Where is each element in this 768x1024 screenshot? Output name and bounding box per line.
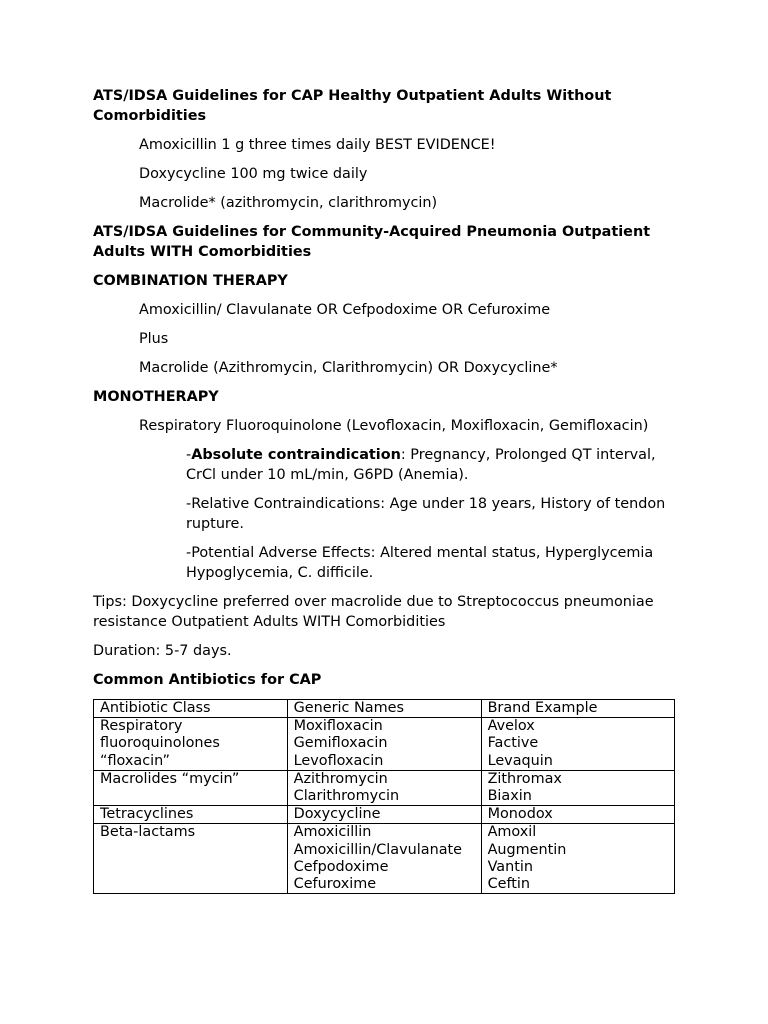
- combination-beta-lactam: Amoxicillin/ Clavulanate OR Cefpodoxime OR Cefuroxime: [139, 302, 551, 318]
- cell-line: Azithromycin: [293, 770, 388, 787]
- cell-line: Moxifloxacin: [293, 718, 383, 735]
- table-cell: [481, 824, 674, 894]
- cell-line: Gemifloxacin: [293, 735, 388, 752]
- table-cell: [481, 806, 674, 824]
- cell-line: Clarithromycin: [293, 788, 400, 805]
- absolute-prefix: -: [186, 447, 192, 463]
- header-antibiotic-class: Antibiotic Class: [94, 700, 288, 718]
- table-cell: [94, 806, 288, 824]
- cell-line: Cefuroxime: [293, 876, 377, 893]
- header-generic-names: Generic Names: [287, 700, 481, 718]
- header-brand-example: Brand Example: [481, 700, 674, 718]
- cell-line: Zithromax: [487, 770, 562, 787]
- cell-line: Amoxil: [487, 824, 537, 841]
- cell-line: Macrolides “mycin”: [100, 770, 240, 787]
- table-header-row: [94, 700, 675, 718]
- table-cell: [481, 718, 674, 771]
- duration-paragraph: Duration: 5-7 days.: [93, 643, 232, 659]
- cell-line: “floxacin”: [100, 752, 170, 769]
- table-cell: [287, 770, 481, 805]
- table-cell: [94, 824, 288, 894]
- cell-line: Factive: [487, 735, 539, 752]
- table-cell: [287, 806, 481, 824]
- adverse-effects: -Potential Adverse Effects: Altered mental status, Hyperglycemia Hypoglycemia, C. difficile.: [186, 545, 654, 581]
- relative-contraindications: -Relative Contraindications: Age under 18 years, History of tendon rupture.: [186, 496, 666, 532]
- table-cell: [94, 770, 288, 805]
- cell-line: Respiratory: [100, 718, 183, 735]
- cell-line: Levofloxacin: [293, 752, 384, 769]
- cell-line: Ceftin: [487, 876, 531, 893]
- cell-line: fluoroquinolones: [100, 735, 220, 752]
- heading-monotherapy: MONOTHERAPY: [93, 389, 219, 405]
- absolute-contraindication-text: : Pregnancy, Prolonged QT interval, CrCl under 10 mL/min, G6PD (Anemia).: [186, 447, 656, 483]
- cell-line: Monodox: [487, 806, 553, 823]
- cell-line: Amoxicillin: [293, 824, 372, 841]
- heading-comorbidities: ATS/IDSA Guidelines for Community-Acquired Pneumonia Outpatient Adults WITH Comorbidities: [93, 224, 651, 260]
- cell-line: Augmentin: [487, 841, 567, 858]
- document-body: [93, 86, 678, 894]
- combination-plus: Plus: [139, 331, 169, 347]
- antibiotics-table: [93, 699, 675, 894]
- table-cell: [481, 770, 674, 805]
- table-row: [94, 824, 675, 894]
- table-row: [94, 718, 675, 771]
- heading-combination-therapy: COMBINATION THERAPY: [93, 273, 288, 289]
- tips-paragraph: Tips: Doxycycline preferred over macrolide due to Streptococcus pneumoniae resistance Outpatient Adults WITH Comorbidities: [93, 594, 654, 630]
- absolute-contraindication: [186, 445, 678, 485]
- table-cell: [287, 718, 481, 771]
- cell-line: Biaxin: [487, 788, 532, 805]
- cell-line: Doxycycline: [293, 806, 381, 823]
- regimen-macrolide: Macrolide* (azithromycin, clarithromycin): [139, 195, 438, 211]
- monotherapy-fluoroquinolone: Respiratory Fluoroquinolone (Levofloxacin, Moxifloxacin, Gemifloxacin): [139, 418, 649, 434]
- table-cell: [94, 718, 288, 771]
- table-row: [94, 770, 675, 805]
- combination-macrolide: Macrolide (Azithromycin, Clarithromycin) OR Doxycycline*: [139, 360, 558, 376]
- cell-line: Beta-lactams: [100, 824, 196, 841]
- table-row: [94, 806, 675, 824]
- table-cell: [287, 824, 481, 894]
- cell-line: Vantin: [487, 858, 533, 875]
- absolute-contraindication-label: Absolute contraindication: [191, 447, 401, 463]
- cell-line: Avelox: [487, 718, 535, 735]
- cell-line: Amoxicillin/Clavulanate Cefpodoxime: [293, 841, 463, 875]
- regimen-doxycycline: Doxycycline 100 mg twice daily: [139, 166, 368, 182]
- cell-line: Tetracyclines: [100, 806, 194, 823]
- heading-healthy-outpatients: ATS/IDSA Guidelines for CAP Healthy Outpatient Adults Without Comorbidities: [93, 88, 612, 124]
- cell-line: Levaquin: [487, 752, 553, 769]
- regimen-amoxicillin: Amoxicillin 1 g three times daily BEST EVIDENCE!: [139, 137, 496, 153]
- table-heading: Common Antibiotics for CAP: [93, 672, 322, 688]
